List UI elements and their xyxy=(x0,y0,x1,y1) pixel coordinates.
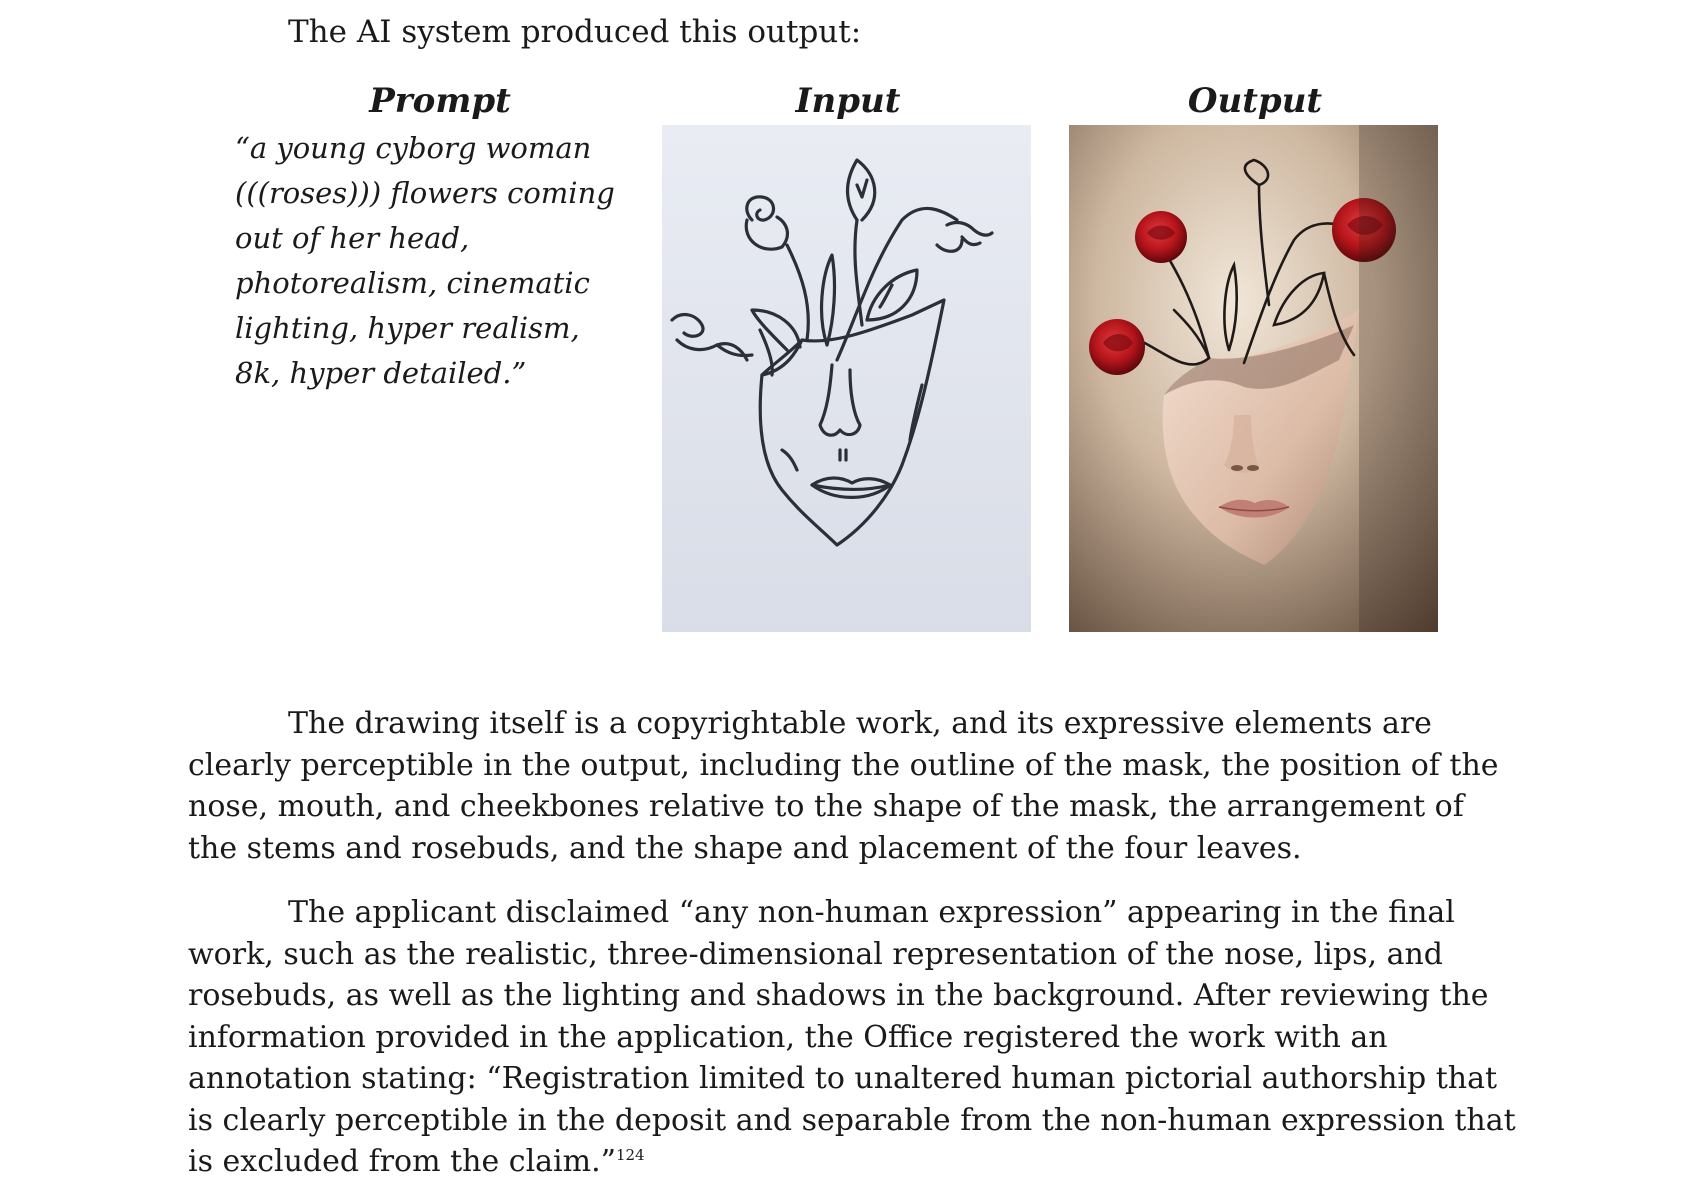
output-render-image xyxy=(1069,125,1438,632)
intro-sentence: The AI system produced this output: xyxy=(288,14,862,50)
output-heading: Output xyxy=(1187,81,1323,121)
footnote-marker: 124 xyxy=(615,1146,645,1164)
input-sketch-image xyxy=(662,125,1031,632)
body-paragraph-2-text: The applicant disclaimed “any non-human expression” appearing in the final work, such as the realistic, three-dimensional representation of the nose, lips, and rosebuds, as well as the lighting and shadows in the background. After reviewing the information provided in the application, the Office registered the work with an annotation stating: “Registration limited to unaltered human pictorial authorship that is clearly perceptible in the deposit and separable from the non-human expression that is excluded from the claim.” xyxy=(188,895,1516,1179)
prompt-text: “a young cyborg woman (((roses))) flowers coming out of her head, photorealism, cinematic lighting, hyper realism, 8k, hyper detailed.” xyxy=(235,131,615,390)
body-paragraph-1: The drawing itself is a copyrightable work, and its expressive elements are clearly perceptible in the output, including the outline of the mask, the position of the nose, mouth, and cheekbones relative to the shape of the mask, the arrangement of the stems and rosebuds, and the shape and placement of the four leaves. xyxy=(188,706,1499,866)
body-paragraph-2 xyxy=(188,892,1518,1183)
prompt-heading: Prompt xyxy=(369,81,511,121)
input-heading: Input xyxy=(795,81,901,121)
